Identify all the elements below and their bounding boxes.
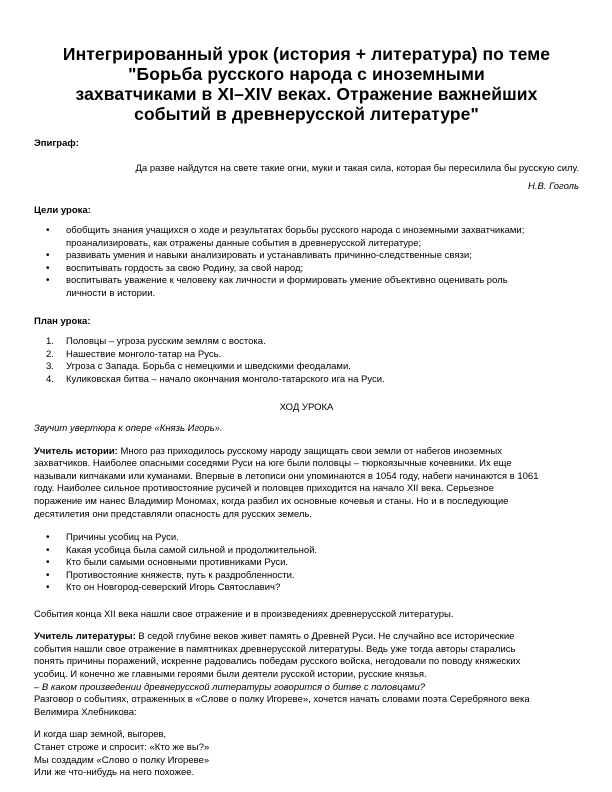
literature-teacher-block: [34, 631, 579, 719]
list-item: [34, 250, 579, 263]
list-item: [34, 275, 579, 300]
goals-list: [34, 225, 579, 300]
course-heading: ХОД УРОКА: [279, 402, 334, 413]
list-item: • Противостояние княжеств, путь к раздробленности.: [34, 570, 579, 583]
list-item: [34, 336, 579, 349]
goal-line: • воспитывать уважение к человеку как личности и формировать умение объективно оценивать роль: [66, 275, 508, 286]
literature-line: понять причины поражений, искренне радовались победам русского войска, негодовали по поводу княжеских: [34, 656, 521, 668]
literature-line: В седой глубине веков живет память о Древней Руси. Не случайно все исторические: [135, 631, 515, 643]
goal-line: • воспитывать гордость за свою Родину, за свой народ;: [66, 262, 304, 274]
plan-text: Угроза с Запада. Борьба с немецкими и шведскими феодалами.: [66, 361, 351, 372]
poem-line: И когда шар земной, выгорев,: [34, 729, 167, 741]
literature-question: – В каком произведении древнерусской литературы говорится о битве с половцами?: [34, 681, 426, 693]
title-line: "Борьба русского народа с иноземными: [128, 64, 485, 84]
list-item: • Кто он Новгород-северский Игорь Святославич?: [34, 582, 579, 595]
goal-line: • развивать умения и навыки анализировать и устанавливать причинно-следственные связи;: [66, 250, 472, 261]
overture-note: Звучит увертюра к опере «Князь Игорь».: [34, 423, 223, 434]
list-item: [34, 349, 579, 362]
plan-number: 1.: [46, 336, 54, 347]
plan-number: 2.: [46, 348, 54, 360]
list-item: • Кто были самыми основными противниками Руси.: [34, 557, 579, 570]
history-teacher-block: [34, 446, 579, 522]
title-line: захватчиками в XI–XIV веках. Отражение важнейших: [75, 84, 538, 104]
literature-intro-line: Разговор о событиях, отраженных в «Слове о полку Игореве», хочется начать словами поэта Серебряного века: [34, 694, 530, 706]
title-line: событий в древнерусской литературе": [134, 104, 479, 124]
poem-line: Станет строже и спросит: «Кто же вы?»: [34, 742, 210, 753]
plan-text: Нашествие монголо-татар на Русь.: [66, 348, 222, 360]
goal-line: проанализировать, как отражены данные события в древнерусской литературе;: [66, 237, 422, 249]
questions-list: [34, 532, 579, 595]
list-item: • Причины усобиц на Руси.: [34, 532, 579, 545]
poem-line: Или же что-нибудь на него похожее.: [34, 767, 195, 779]
list-item: [34, 263, 579, 276]
epigraph-author: Н.В. Гоголь: [527, 181, 579, 192]
history-line: Много раз приходилось русскому народу защищать свои земли от набегов иноземных: [117, 445, 502, 457]
lesson-title: [34, 44, 579, 124]
literature-line: усобиц. И конечно же главными героями были деятели русской истории, русские князья.: [34, 669, 427, 681]
literature-line: события нашли свое отражение в памятниках древнерусской литературы. Ведь уже тогда авторы старались: [34, 643, 516, 655]
goals-label: Цели урока:: [34, 205, 91, 216]
history-line: поражение им нанес Владимир Мономах, когда разбил их основные кочевья и станы. Но и в последующие: [34, 495, 509, 507]
plan-list: [34, 336, 579, 386]
history-line: захватчиков. Наиболее опасными соседями Руси на юге были половцы – тюркоязычные кочевники. Их еще: [34, 458, 512, 470]
list-item: [34, 225, 579, 250]
list-item: [34, 361, 579, 374]
epigraph-label: Эпиграф:: [34, 138, 79, 149]
epigraph-quote: Да разве найдутся на свете такие огни, муки и такая сила, которая бы пересилила бы русскую силу.: [135, 163, 579, 174]
literature-speaker: Учитель литературы:: [34, 631, 136, 643]
document-page: [34, 44, 579, 780]
poem-line: Мы создадим «Слово о полку Игореве»: [34, 754, 210, 766]
plan-number: 4.: [46, 373, 54, 385]
events-reflected: События конца XII века нашли свое отражение и в произведениях древнерусской литературы.: [34, 608, 454, 620]
history-line: называли кипчаками или куманами. Впервые в летописи они упоминаются в 1054 году, набеги начинаются в 1061: [34, 470, 539, 482]
history-line: десятилетия они представляли опасность для русских земель.: [34, 508, 313, 520]
goal-line: • обобщить знания учащихся о ходе и результатах борьбы русского народа с иноземными захватчиками;: [66, 225, 525, 236]
title-line: Интегрированный урок (история + литература) по теме: [62, 44, 551, 64]
plan-text: Половцы – угроза русским землям с востока.: [66, 336, 266, 347]
list-item: [34, 374, 579, 387]
poem: [34, 729, 579, 779]
history-speaker: Учитель истории:: [34, 445, 118, 457]
goal-line: личности в истории.: [66, 287, 156, 299]
plan-number: 3.: [46, 361, 54, 372]
plan-label: План урока:: [34, 316, 91, 327]
literature-intro-line: Велимира Хлебникова:: [34, 706, 137, 718]
plan-text: Куликовская битва – начало окончания монголо-татарского ига на Руси.: [66, 373, 385, 385]
list-item: • Какая усобица была самой сильной и продолжительной.: [34, 545, 579, 558]
history-line: году. Наиболее сильное противостояние русичей и половцев приходится на начало XII века. Серьезное: [34, 483, 494, 495]
